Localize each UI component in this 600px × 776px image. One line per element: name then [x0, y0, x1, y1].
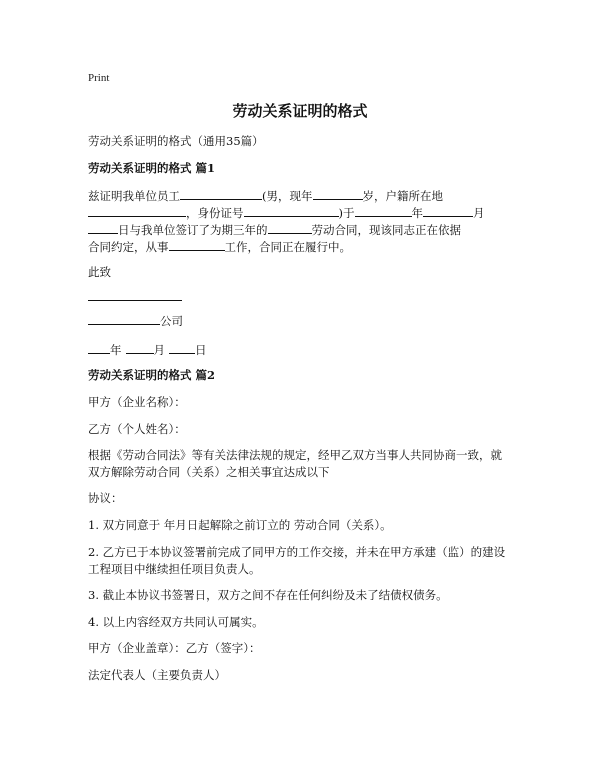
text: (男，现年 [262, 189, 313, 203]
intro-line1: 根据《劳动合同法》等有关法律法规的规定，经甲乙双方当事人共同协商一致，就 [88, 448, 502, 462]
blank-day [88, 221, 118, 234]
blank-company [88, 312, 160, 325]
text: 岁，户籍所在地 [362, 189, 443, 203]
text: ，身份证号 [186, 206, 244, 220]
signature-line [88, 300, 182, 301]
blank-year [355, 204, 412, 217]
section2-heading: 劳动关系证明的格式 篇2 [88, 368, 216, 382]
text: 工作，合同正在履行中。 [224, 240, 351, 254]
blank-date-month [126, 341, 154, 354]
blank-month [423, 204, 473, 217]
signatures: 甲方（企业盖章）：乙方（签字）： [88, 641, 261, 655]
item-1: 1. 双方同意于 年月日起解除之前订立的 劳动合同（关系）。 [88, 518, 392, 532]
page-title: 劳动关系证明的格式 [232, 102, 368, 120]
section1-heading: 劳动关系证明的格式 篇1 [88, 161, 216, 175]
blank-date-day [169, 341, 195, 354]
blank-date-year [88, 341, 110, 354]
text: 合同约定，从事 [88, 240, 169, 254]
intro-line2: 双方解除劳动合同（关系）之相关事宜达成以下 [88, 465, 330, 479]
company-label: 公司 [160, 314, 183, 328]
blank-job [169, 238, 225, 251]
section1-line3 [88, 221, 518, 239]
legal-representative: 法定代表人（主要负责人） [88, 668, 226, 682]
item-3: 3. 截止本协议书签署日，双方之间不存在任何纠纷及未了结债权债务。 [88, 588, 448, 602]
subtitle: 劳动关系证明的格式（通用35篇） [88, 134, 264, 148]
text: 月 [153, 343, 165, 357]
text: 日 [195, 343, 207, 357]
blank-contract-type [268, 221, 312, 234]
text: )于 [338, 206, 355, 220]
item-2-line1: 2. 乙方已于本协议签署前完成了同甲方的工作交接，并未在甲方承建（监）的建设 [88, 545, 506, 559]
blank-address [88, 204, 186, 217]
blank-age [313, 187, 363, 200]
date-line [88, 341, 518, 359]
item-4: 4. 以上内容经双方共同认可属实。 [88, 615, 264, 629]
text: 年 [110, 343, 122, 357]
section1-line1 [88, 187, 518, 205]
text: 劳动合同，现该同志正在依据 [311, 223, 461, 237]
blank-id-number [244, 204, 339, 217]
section1-line4 [88, 238, 518, 256]
agreement-label: 协议： [88, 491, 123, 505]
party-b: 乙方（个人姓名）： [88, 422, 186, 436]
text: 月 [473, 206, 485, 220]
salutation: 此致 [88, 265, 111, 279]
text: 兹证明我单位员工 [88, 189, 180, 203]
party-a: 甲方（企业名称）： [88, 395, 186, 409]
text: 日与我单位签订了为期三年的 [118, 223, 268, 237]
text: 年 [411, 206, 423, 220]
item-2-line2: 工程项目中继续担任项目负责人。 [88, 562, 261, 576]
blank-name [180, 187, 262, 200]
print-link[interactable]: Print [88, 72, 110, 84]
company-line [88, 312, 518, 330]
section1-line2 [88, 204, 518, 222]
